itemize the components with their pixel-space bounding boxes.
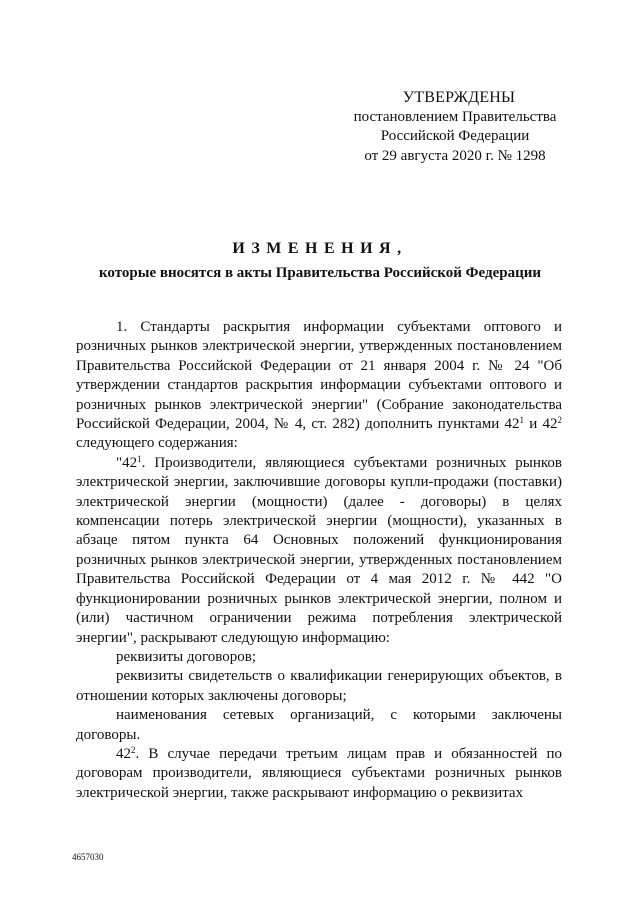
approval-line-1: постановлением Правительства bbox=[353, 108, 557, 125]
paragraph-42-2: $42^2$. В случае передачи третьим лицам прав и обязанностей по договорам производители, являющиеся субъектами розничных рынков электрической энергии, также раскрывают информацию о реквизитах bbox=[76, 744, 562, 801]
paragraph-network-orgs: наименования сетевых организаций, с которыми заключены договоры. bbox=[76, 707, 562, 743]
paragraph-certificates: реквизиты свидетельств о квалификации генерирующих объектов, в отношении которых заключены договоры; bbox=[76, 668, 562, 704]
approval-stamp bbox=[340, 88, 570, 166]
approval-line-3: от 29 августа 2020 г. № 1298 bbox=[364, 147, 546, 164]
paragraph-contract-details: реквизиты договоров; bbox=[116, 648, 257, 665]
document-title: ИЗМЕНЕНИЯ, bbox=[232, 240, 408, 257]
paragraph-42-1: "$42^1$. Производители, являющиеся субъектами розничных рынков электрической энергии, заключившие договоры купли-продажи (поставки) электрической энергии (мощности) (далее - договоры) в целях компенсации потерь электрической энергии (мощности), указанных в абзаце пятом пункта 64 Основных положений функционирования розничных рынков электрической энергии, утвержденных постановлением Правительства Российской Федерации от 4 мая 2012 г. № 442 "О функционировании розничных рынков электрической энергии, полном и (или) частичном ограничении режима потребления электрической энергии", раскрывают следующую информацию: bbox=[76, 453, 562, 646]
paragraph-1: 1. Стандарты раскрытия информации субъектами оптового и розничных рынков электрической энергии, утвержденных постановлением Правительства Российской Федерации от 21 января 2004 г. № 24 "Об утверждении стандартов раскрытия информации субъектами оптового и розничных рынков электрической энергии" (Собрание законодательства Российской Федерации, 2004, № 4, ст. 282) дополнить пунктами $42^1$ и $42^2$ следующего содержания: bbox=[76, 319, 562, 452]
document-body bbox=[76, 318, 562, 803]
approval-line-2: Российской Федерации bbox=[380, 128, 530, 144]
approval-heading: УТВЕРЖДЕНЫ bbox=[402, 89, 516, 106]
document-id: 4657030 bbox=[72, 852, 104, 862]
document-subtitle: которые вносятся в акты Правительства Российской Федерации bbox=[98, 265, 542, 281]
